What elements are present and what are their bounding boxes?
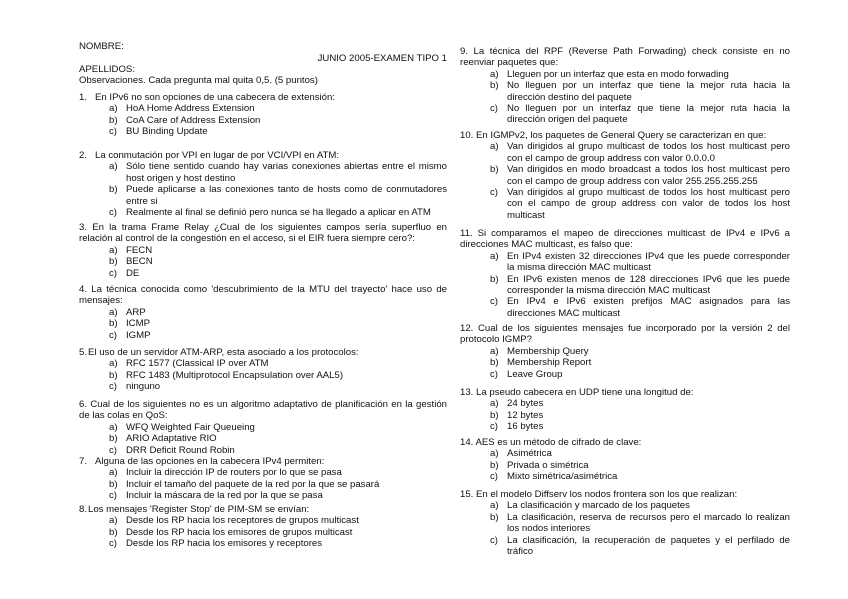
question-stem: [79, 284, 447, 307]
question-text: En la trama Frame Relay ¿Cual de los siguientes campos sería superfluo en relación al control de la congestión en el acceso, si el EIR fuera siempre cero?:: [79, 222, 447, 245]
exam-title: JUNIO 2005-EXAMEN TIPO 1: [317, 53, 447, 64]
option-text: Incluir la dirección IP de routers por lo que se pasa: [126, 467, 342, 479]
question-10: [460, 130, 790, 221]
option: [490, 103, 790, 126]
option-text: No lleguen por un interfaz que tiene la mejor ruta hacia la dirección destino del paquete: [507, 80, 790, 103]
option: [490, 141, 790, 164]
option-text: Puede aplicarse a las conexiones tanto de hosts como de conmutadores entre si: [126, 184, 447, 207]
options-list: [109, 467, 447, 501]
options-list: [109, 161, 447, 218]
option-text: Membership Query: [507, 345, 589, 357]
option: [109, 103, 447, 114]
option-text: Leave Group: [507, 368, 563, 380]
options-list: [490, 141, 790, 221]
question-stem: [460, 387, 790, 398]
option-letter: a): [109, 358, 118, 370]
option: [109, 161, 447, 184]
question-5: [79, 347, 447, 393]
option: [490, 471, 790, 482]
question-number: 11.: [460, 228, 473, 239]
option-text: ARIO Adaptative RIO: [126, 433, 217, 445]
question-stem: [460, 489, 790, 500]
option-text: IGMP: [126, 329, 151, 341]
option-text: Asimétrica: [507, 448, 552, 460]
option-text: 24 bytes: [507, 398, 544, 410]
option: [109, 268, 447, 279]
option-letter: c): [109, 444, 117, 456]
options-list: [490, 251, 790, 319]
option-letter: b): [109, 526, 118, 538]
option-letter: b): [109, 256, 118, 268]
option-letter: a): [490, 250, 499, 262]
option: [490, 164, 790, 187]
option-letter: c): [109, 207, 117, 219]
question-number: 12.: [460, 323, 474, 334]
option-letter: a): [490, 398, 499, 410]
option-text: FECN: [126, 244, 153, 256]
option: [109, 126, 447, 137]
question-number: 7.: [79, 456, 88, 467]
question-12: [460, 323, 790, 380]
question-text: Si comparamos el mapeo de direcciones multicast de IPv4 e IPv6 a direcciones MAC multicast, es falso que:: [460, 228, 790, 251]
option-letter: b): [490, 409, 499, 421]
option: [490, 69, 790, 80]
option-text: ninguno: [126, 381, 161, 393]
option-text: RFC 1483 (Multiprotocol Encapsulation over AAL5): [126, 369, 344, 381]
question-text: En IGMPv2, los paquetes de General Query se caracterizan en que:: [476, 130, 767, 141]
question-stem: [460, 228, 790, 251]
question-number: 8.: [79, 504, 88, 515]
option-text: 16 bytes: [507, 421, 544, 433]
question-number: 2.: [79, 150, 88, 161]
question-2: [79, 150, 447, 218]
option: [109, 370, 447, 381]
option-text: La clasificación y marcado de los paquetes: [507, 500, 690, 512]
question-number: 10.: [460, 130, 474, 141]
option-letter: a): [109, 244, 118, 256]
option: [109, 184, 447, 207]
option-text: DRR Deficit Round Robin: [126, 444, 235, 456]
option-text: ARP: [126, 306, 146, 318]
option-text: Van dirigidos en modo broadcast a todos los host multicast pero con el campo de group address con valor 255.255.255.255: [507, 164, 790, 187]
option-letter: a): [109, 103, 118, 115]
question-9: [460, 46, 790, 126]
option-text: Desde los RP hacia los emisores y receptores: [126, 538, 323, 550]
question-14: [460, 437, 790, 483]
question-text: Cual de los siguientes mensajes fue incorporado por la versión 2 del protocolo IGMP?: [460, 323, 790, 346]
question-number: 9.: [460, 46, 469, 57]
question-stem: [460, 437, 790, 448]
option-text: Van dirigidos al grupo multicast de todos los host multicast pero con el campo de group address con valor de todos los host multicast: [507, 187, 790, 221]
option-letter: b): [109, 318, 118, 330]
option: [490, 274, 790, 297]
option: [109, 330, 447, 341]
question-number: 4.: [79, 284, 88, 295]
option-text: Mixto simétrica/asimétrica: [507, 471, 618, 483]
option: [490, 251, 790, 274]
question-stem: [79, 456, 447, 467]
option: [490, 398, 790, 409]
option: [109, 381, 447, 392]
question-number: 15.: [460, 489, 474, 500]
option: [490, 357, 790, 368]
question-number: 13.: [460, 387, 474, 398]
option-text: HoA Home Address Extension: [126, 103, 255, 115]
option-letter: a): [490, 141, 499, 153]
question-number: 1.: [79, 92, 88, 103]
option-letter: c): [490, 103, 498, 115]
option-letter: a): [109, 161, 118, 173]
option-letter: b): [490, 273, 499, 285]
options-list: [109, 103, 447, 137]
options-list: [490, 346, 790, 380]
question-4: [79, 284, 447, 341]
option: [109, 256, 447, 267]
option-letter: b): [109, 478, 118, 490]
question-13: [460, 387, 790, 433]
option-letter: b): [490, 459, 499, 471]
option-letter: c): [490, 421, 498, 433]
question-stem: [460, 130, 790, 141]
option: [109, 207, 447, 218]
option-text: La clasificación, la recuperación de paquetes y el perfilado de tráfico: [507, 534, 790, 558]
option-text: BU Binding Update: [126, 126, 208, 138]
question-stem: [79, 222, 447, 245]
option-text: CoA Care of Address Extension: [126, 114, 261, 126]
option-text: ICMP: [126, 318, 150, 330]
option: [109, 490, 447, 501]
question-3: [79, 222, 447, 279]
question-text: Los mensajes 'Register Stop' de PIM-SM se envían:: [88, 504, 310, 515]
option-text: WFQ Weighted Fair Queueing: [126, 421, 255, 433]
option-text: Lleguen por un interfaz que esta en modo forwading: [507, 68, 729, 80]
question-text: La conmutación por VPI en lugar de por VCI/VPI en ATM:: [95, 150, 340, 161]
question-stem: [460, 323, 790, 346]
option: [490, 369, 790, 380]
option: [109, 318, 447, 329]
option-text: Incluir la máscara de la red por la que se pasa: [126, 490, 323, 502]
option-text: BECN: [126, 256, 153, 268]
question-8: [79, 504, 447, 550]
option: [490, 80, 790, 103]
option-text: La clasificación, reserva de recursos pero el marcado lo realizan los nodos interiores: [507, 511, 790, 535]
option-letter: b): [109, 369, 118, 381]
question-number: 3.: [79, 222, 88, 233]
option-letter: c): [109, 490, 117, 502]
option: [109, 527, 447, 538]
option-letter: a): [490, 345, 499, 357]
option-letter: c): [490, 368, 498, 380]
question-text: En el modelo Diffserv los nodos frontera son los que realizan:: [476, 489, 738, 500]
option-text: En IPv4 existen 32 direcciones IPv4 que les puede corresponder la misma dirección MAC multicast: [507, 250, 790, 274]
option-letter: b): [490, 357, 499, 369]
option: [109, 422, 447, 433]
option-letter: c): [109, 538, 117, 550]
option-letter: c): [490, 534, 498, 546]
option: [490, 535, 790, 558]
question-stem: [79, 504, 447, 515]
option-letter: a): [490, 448, 499, 460]
options-list: [490, 448, 790, 482]
option-letter: b): [490, 511, 499, 523]
option-text: Privada o simétrica: [507, 459, 589, 471]
options-list: [109, 307, 447, 341]
option-text: 12 bytes: [507, 409, 544, 421]
question-1: [79, 92, 447, 138]
option: [490, 187, 790, 221]
option: [109, 433, 447, 444]
question-number: 5.: [79, 347, 88, 358]
option-letter: b): [109, 184, 118, 196]
nombre-label: NOMBRE:: [79, 41, 124, 52]
option-letter: c): [109, 381, 117, 393]
option-letter: a): [109, 421, 118, 433]
option-letter: c): [109, 329, 117, 341]
option-letter: b): [109, 114, 118, 126]
option: [109, 245, 447, 256]
question-number: 14.: [460, 437, 474, 448]
options-list: [490, 69, 790, 126]
option-letter: c): [490, 187, 498, 199]
apellidos-label: APELLIDOS:: [79, 64, 135, 75]
option: [490, 500, 790, 511]
option: [490, 448, 790, 459]
option-text: En IPv4 e IPv6 existen prefijos MAC asignados para las direcciones MAC multicast: [507, 296, 790, 319]
question-text: En IPv6 no son opciones de una cabecera de extensión:: [95, 92, 336, 103]
question-text: La pseudo cabecera en UDP tiene una longitud de:: [476, 387, 694, 398]
options-list: [109, 422, 447, 456]
option-text: Desde los RP hacia los receptores de grupos multicast: [126, 515, 359, 527]
option-letter: c): [109, 126, 117, 138]
options-list: [490, 398, 790, 432]
option-text: Membership Report: [507, 357, 592, 369]
question-number: 6.: [79, 399, 88, 410]
question-text: AES es un método de cifrado de clave:: [475, 437, 642, 448]
option-letter: a): [109, 467, 118, 479]
option-text: No lleguen por un interfaz que tiene la mejor ruta hacia la dirección origen del paquete: [507, 103, 790, 126]
question-text: La técnica conocida como 'descubrimiento de la MTU del trayecto' hace uso de mensajes:: [79, 284, 447, 307]
option: [109, 479, 447, 490]
option-letter: a): [490, 500, 499, 512]
option: [490, 512, 790, 535]
options-list: [109, 245, 447, 279]
option: [490, 296, 790, 319]
option: [490, 421, 790, 432]
question-stem: [79, 347, 447, 358]
question-15: [460, 489, 790, 557]
options-list: [490, 500, 790, 557]
option: [109, 307, 447, 318]
option-text: Sólo tiene sentido cuando hay varias conexiones abiertas entre el mismo host origen y host destino: [126, 161, 447, 184]
question-text: Alguna de las opciones en la cabecera IPv4 permiten:: [95, 456, 325, 467]
option-text: Van dirigidos al grupo multicast de todos los host multicast pero con el campo de group address con valor 0.0.0.0: [507, 141, 790, 164]
option-text: DE: [126, 267, 140, 279]
question-stem: [79, 399, 447, 422]
question-text: Cual de los siguientes no es un algoritmo adaptativo de planificación en la gestión de las colas en QoS:: [79, 399, 447, 422]
option-letter: a): [109, 306, 118, 318]
option: [109, 538, 447, 549]
option-text: Desde los RP hacia los emisores de grupos multicast: [126, 526, 353, 538]
option-letter: c): [109, 267, 117, 279]
option: [109, 515, 447, 526]
option: [109, 115, 447, 126]
option-letter: b): [490, 80, 499, 92]
observaciones-text: Observaciones. Cada pregunta mal quita 0,5. (5 puntos): [79, 75, 318, 86]
option: [490, 346, 790, 357]
question-stem: [79, 92, 447, 103]
option-letter: a): [109, 515, 118, 527]
question-7: [79, 456, 447, 502]
option-text: Incluir el tamaño del paquete de la red por la que se pasará: [126, 478, 380, 490]
option-letter: c): [490, 296, 498, 308]
question-stem: [460, 46, 790, 69]
option: [109, 445, 447, 456]
option: [109, 358, 447, 369]
option-letter: a): [490, 68, 499, 80]
question-6: [79, 399, 447, 456]
option-text: Realmente al final se definió pero nunca se ha llegado a aplicar en ATM: [126, 207, 431, 219]
option-text: RFC 1577 (Classical IP over ATM: [126, 358, 269, 370]
question-stem: [79, 150, 447, 161]
option-text: En IPv6 existen menos de 128 direcciones IPv6 que les puede corresponder la misma dirección MAC multicast: [507, 273, 790, 297]
option: [490, 410, 790, 421]
options-list: [109, 515, 447, 549]
option-letter: c): [490, 471, 498, 483]
option: [490, 460, 790, 471]
option-letter: b): [109, 433, 118, 445]
option-letter: b): [490, 164, 499, 176]
options-list: [109, 358, 447, 392]
question-text: El uso de un servidor ATM-ARP, esta asociado a los protocolos:: [88, 347, 359, 358]
question-11: [460, 228, 790, 319]
question-text: La técnica del RPF (Reverse Path Forwading) check consiste en no reenviar paquetes que:: [460, 46, 791, 69]
option: [109, 467, 447, 478]
